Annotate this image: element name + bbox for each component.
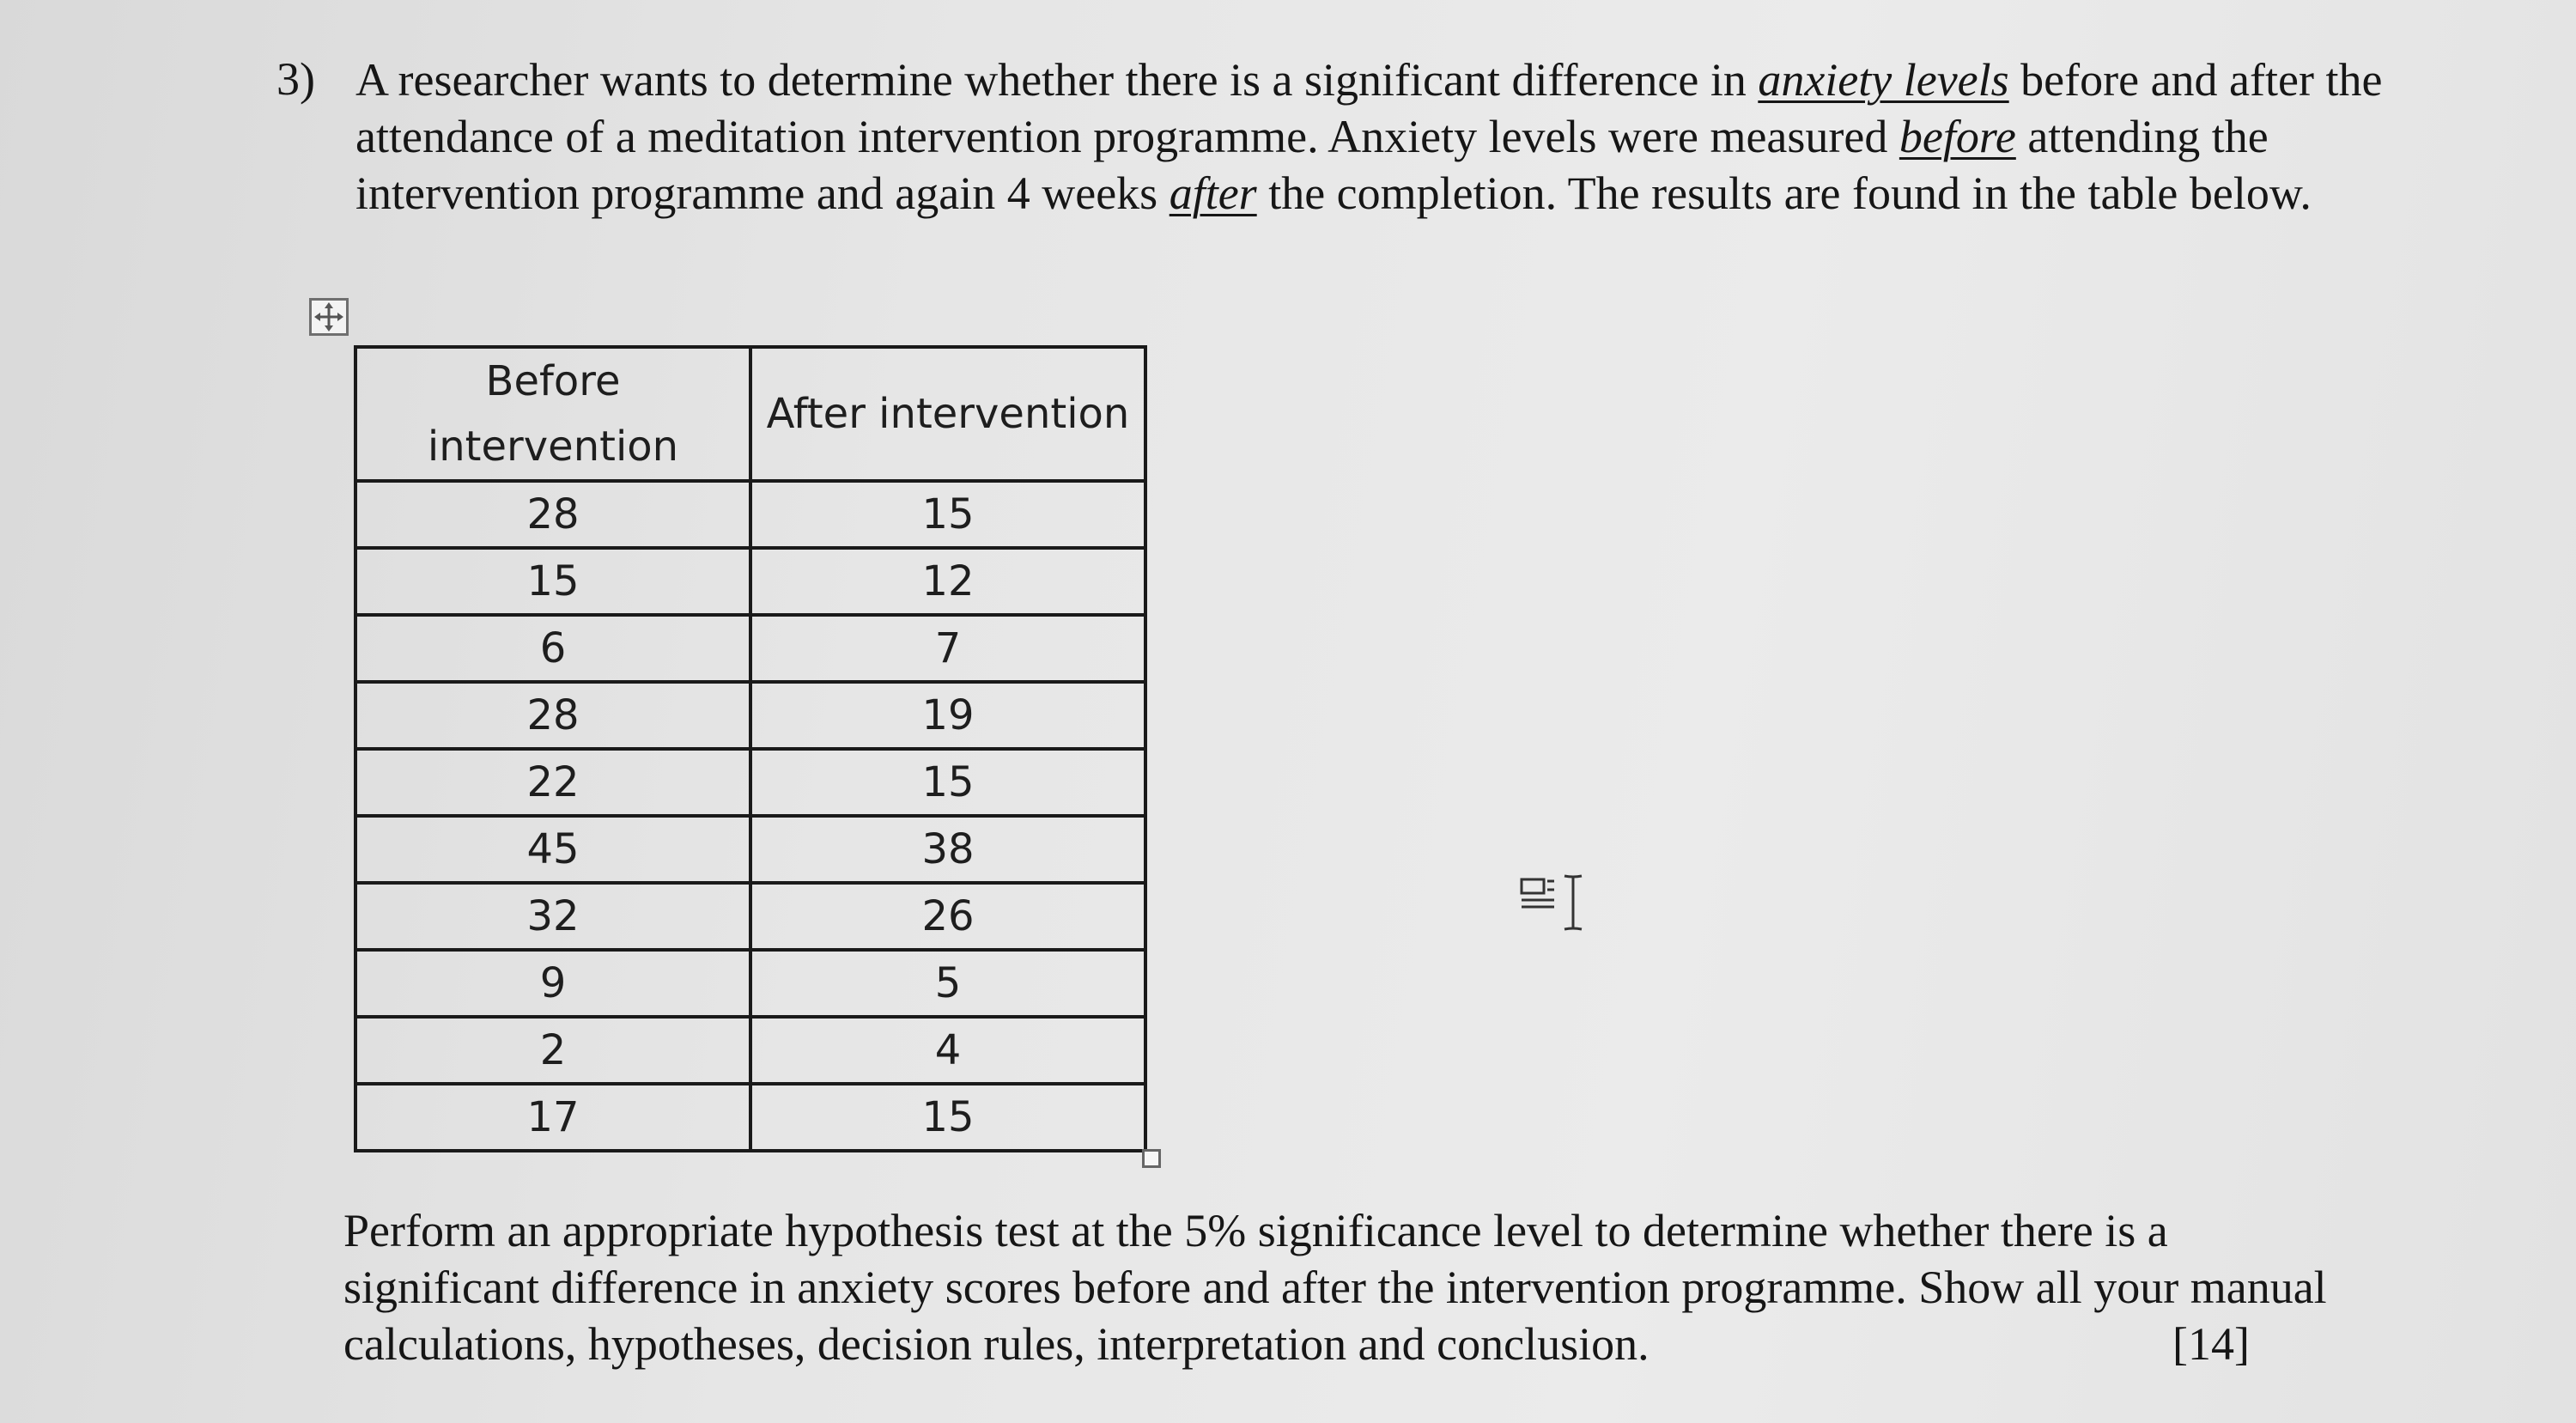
table-row <box>355 883 1145 950</box>
question-text-part1: A researcher wants to determine whether there is a significant difference in <box>355 54 1759 106</box>
table-row <box>355 682 1145 749</box>
after-value: 4 <box>750 1017 1145 1084</box>
after-value: 15 <box>750 749 1145 816</box>
data-table <box>354 345 1147 1152</box>
table-move-handle-icon[interactable] <box>309 298 349 336</box>
table-header-row <box>355 347 1145 481</box>
question-text <box>355 52 2416 222</box>
table-row <box>355 816 1145 883</box>
text-cursor-icon <box>1520 873 1597 933</box>
after-value: 15 <box>750 481 1145 548</box>
table-resize-handle-icon[interactable] <box>1142 1149 1161 1168</box>
emphasis-before: before <box>1899 111 2016 162</box>
question-text-part4: the completion. The results are found in the table below. <box>1256 167 2312 219</box>
header-after: After intervention <box>750 347 1145 481</box>
table-row <box>355 548 1145 615</box>
emphasis-anxiety-levels: anxiety levels <box>1758 54 2009 106</box>
question-number: 3) <box>276 53 315 105</box>
table-row <box>355 749 1145 816</box>
before-value: 9 <box>355 950 750 1017</box>
before-value: 6 <box>355 615 750 682</box>
before-value: 15 <box>355 548 750 615</box>
emphasis-after: after <box>1169 167 1257 219</box>
question-text-part2: before and after the attendance of a meditation intervention programme. Anxiety levels were measured <box>355 54 2383 162</box>
table-row <box>355 481 1145 548</box>
after-value: 15 <box>750 1084 1145 1151</box>
before-value: 28 <box>355 481 750 548</box>
after-value: 19 <box>750 682 1145 749</box>
after-value: 7 <box>750 615 1145 682</box>
after-value: 12 <box>750 548 1145 615</box>
after-value: 5 <box>750 950 1145 1017</box>
question-text-part3: attending the intervention programme and again 4 weeks <box>355 111 2269 219</box>
after-value: 26 <box>750 883 1145 950</box>
before-value: 2 <box>355 1017 750 1084</box>
before-value: 32 <box>355 883 750 950</box>
before-value: 28 <box>355 682 750 749</box>
table-row <box>355 950 1145 1017</box>
table-row <box>355 1084 1145 1151</box>
before-value: 17 <box>355 1084 750 1151</box>
instructions-text: Perform an appropriate hypothesis test at the 5% significance level to determine whether there is a significant difference in anxiety scores before and after the intervention programme. Show all your manual calculations, hypotheses, decision rules, interpretation and conclusion. <box>343 1205 2327 1370</box>
marks-label: [14] <box>2172 1318 2250 1370</box>
before-value: 45 <box>355 816 750 883</box>
table-row <box>355 615 1145 682</box>
header-before: Before intervention <box>355 347 750 481</box>
table-row <box>355 1017 1145 1084</box>
after-value: 38 <box>750 816 1145 883</box>
before-value: 22 <box>355 749 750 816</box>
